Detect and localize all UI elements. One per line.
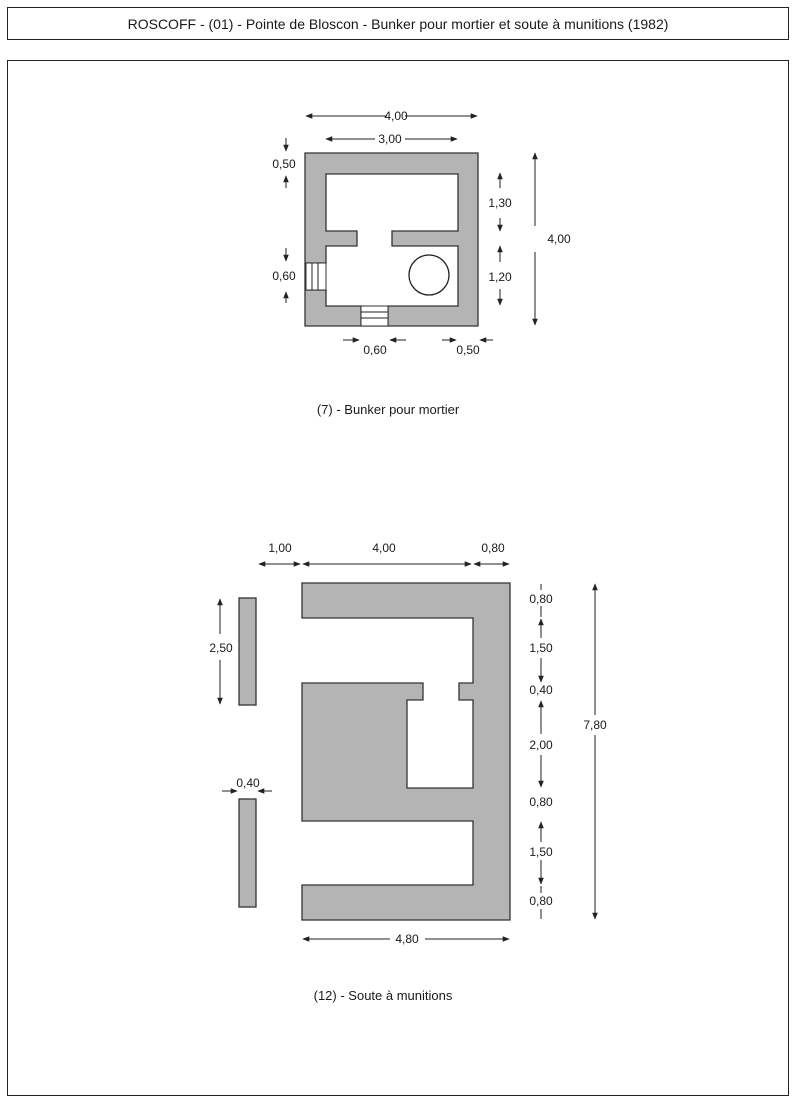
dim-inner-width: 3,00 <box>378 132 402 146</box>
dim-r4: 2,00 <box>529 738 553 752</box>
dim-r5: 0,80 <box>529 795 553 809</box>
dim-wall-top: 0,50 <box>272 157 296 171</box>
dim-r2: 1,50 <box>529 641 553 655</box>
bunker-walls <box>305 153 478 326</box>
page-title: ROSCOFF - (01) - Pointe de Bloscon - Bunker pour mortier et soute à munitions (1982) <box>7 7 789 40</box>
dim-left-wall-thickness: 0,40 <box>236 776 260 790</box>
plan-12-magazine <box>209 541 607 1003</box>
freestanding-wall-lower <box>239 799 256 907</box>
caption-plan-12: (12) - Soute à munitions <box>313 988 453 1003</box>
magazine-main-walls <box>302 583 510 920</box>
dim-bottom-opening: 0,60 <box>363 343 387 357</box>
dim-top-main: 4,00 <box>372 541 396 555</box>
caption-plan-7: (7) - Bunker pour mortier <box>316 402 460 417</box>
dim-r1: 0,80 <box>529 592 553 606</box>
dim-upper-room: 1,30 <box>488 196 512 210</box>
dim-top-gap: 1,00 <box>268 541 292 555</box>
dim-side-opening: 0,60 <box>272 269 296 283</box>
dim-r6: 1,50 <box>529 845 553 859</box>
dim-total-height-12: 7,80 <box>583 718 607 732</box>
dim-lower-room: 1,20 <box>488 270 512 284</box>
dim-top-right: 0,80 <box>481 541 505 555</box>
dim-outer-width: 4,00 <box>384 109 408 123</box>
side-steps <box>306 263 326 290</box>
dim-r7: 0,80 <box>529 894 553 908</box>
dim-left-wall-upper: 2,50 <box>209 641 233 655</box>
dim-wall-right: 0,50 <box>456 343 480 357</box>
right-chain-dims <box>529 584 553 919</box>
mortar-pit <box>409 255 449 295</box>
bottom-steps <box>361 306 388 326</box>
dim-r3: 0,40 <box>529 683 553 697</box>
dim-bottom-width: 4,80 <box>395 932 419 946</box>
freestanding-wall-upper <box>239 598 256 705</box>
plan-7-bunker <box>272 109 571 417</box>
dim-total-height: 4,00 <box>547 232 571 246</box>
